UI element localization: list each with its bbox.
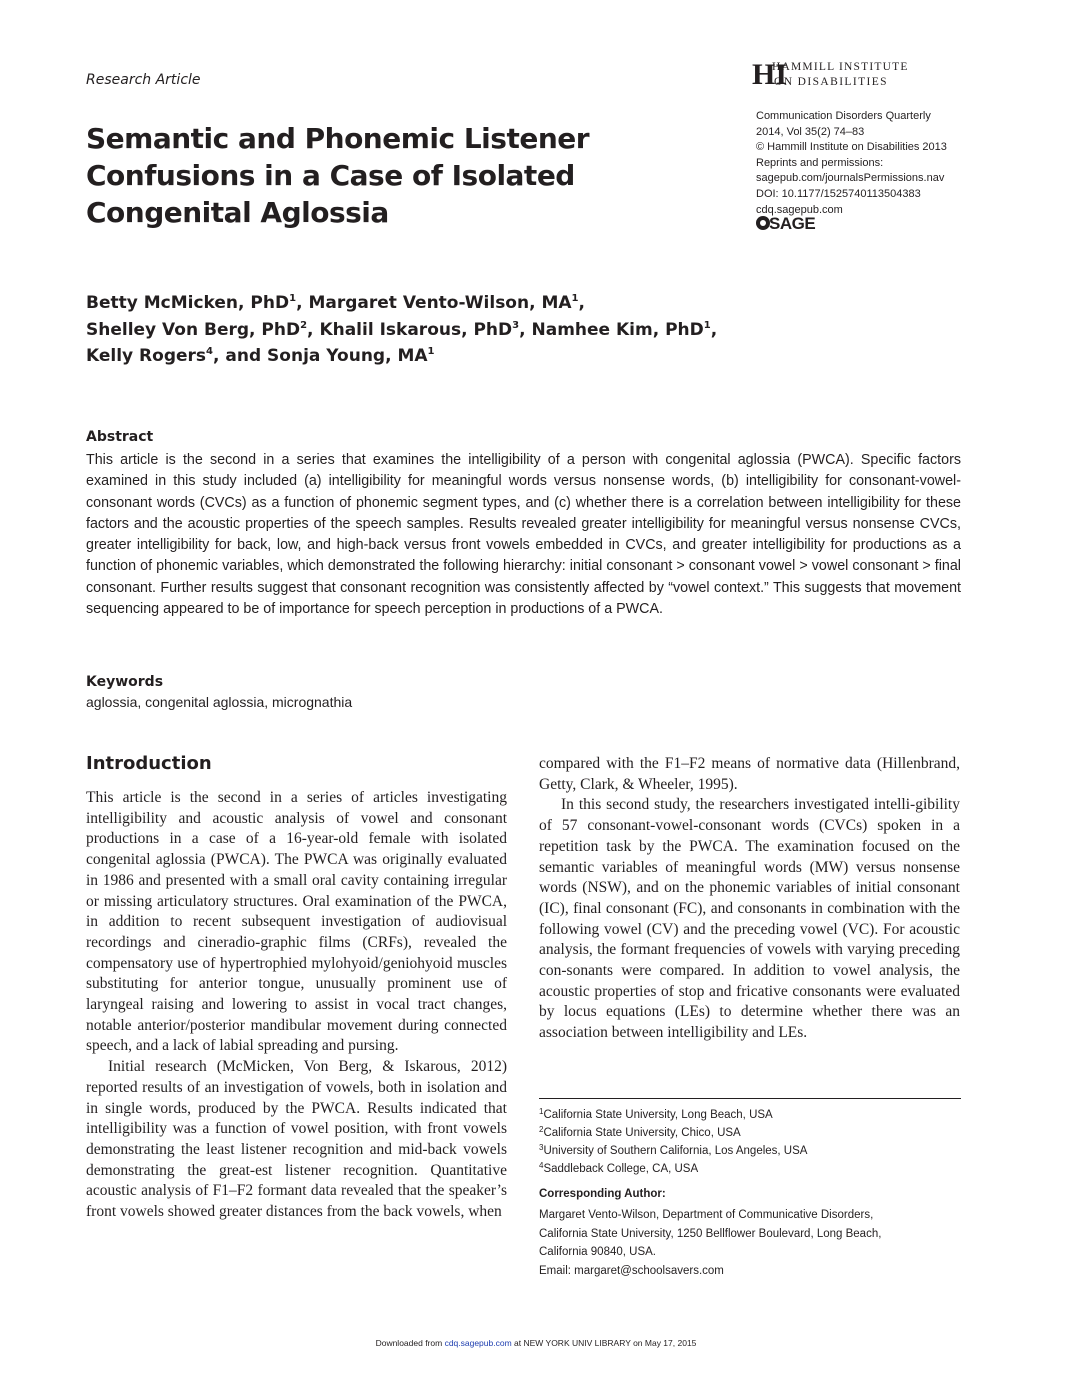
- footnote-divider: [539, 1098, 961, 1099]
- author-name: Sonja Young, MA: [267, 346, 428, 366]
- journal-copyright: © Hammill Institute on Disabilities 2013: [756, 141, 947, 154]
- author-name: Margaret Vento-Wilson, MA: [308, 293, 572, 313]
- author-line-1: Betty McMicken, PhD$^1$, Margaret Vento-Wilson, $MA^1$,: [86, 293, 585, 313]
- body-paragraph: compared with the F1–F2 means of normative data (Hillenbrand, Getty, Clark, & Wheeler, 1995).: [539, 755, 960, 793]
- body-paragraph: This article is the second in a series of articles investigating intelligibility and acoustic analysis of vowel and consonant productions in a case of a 16-year-old female with isolated congenital aglossia (PWCA). The PWCA was originally evaluated in 1986 and presented with a small oral cavity containing irregular or missing articulatory structures. Oral examination of the PWCA, in addition to recent subsequent investigation of audiovisual recordings and cineradio-graphic films (CRFs), revealed the compensatory use of hypertrophied mylohyoid/geniohyoid muscles substituting for anterior tongue, unusually prominent use of laryngeal raising and lowering to assist in vocal tract changes, notable anterior/posterior mandibular movement during connected speech, and a lack of labial spreading and pursing.: [86, 789, 507, 1055]
- author-name: Namhee Kim, PhD: [531, 319, 704, 340]
- sage-logo-text: SAGE: [769, 214, 816, 233]
- author-list: [86, 290, 786, 370]
- permissions-link[interactable]: sagepub.com/journalsPermissions.nav: [756, 172, 945, 185]
- author-name: Shelley Von Berg, PhD: [86, 319, 301, 340]
- author-affiliation-sup: 4: [206, 346, 213, 357]
- sage-ring-icon: [756, 216, 770, 230]
- author-affiliation-sup: 1: [571, 293, 579, 304]
- abstract-text: This article is the second in a series that examines the intelligibility of a person with congenital aglossia (PWCA). Specific factors examined in this study included (a) intelligibility for meaningful words versus nonsense words, (b) intelligibility for consonant-vowel-consonant words (CVCs) as a function of phonemic segment types, and (c) whether there is a correlation between intelligibility for these factors and the acoustic properties of the speech samples. Results revealed greater intelligibility for meaningful versus nonsense CVCs, greater intelligibility for back, low, and high-back versus front vowels embedded in CVCs, and greater intelligibility for productions as a function of phonemic variables, which demonstrated the following hierarchy: initial consonant > consonant vowel > vowel consonant > final consonant. Further results suggest that consonant recognition was consistently affected by “vowel context.” This suggests that movement sequencing appeared to be of importance for speech perception in productions of a PWCA.: [86, 452, 961, 618]
- journal-info: [756, 109, 947, 218]
- title-line-1: Semantic and Phonemic Listener: [86, 122, 590, 155]
- affiliation-item: $^2$California State University, Chico, USA: [539, 1125, 741, 1139]
- corresponding-line: California State University, 1250 Bellflower Boulevard, Long Beach,: [539, 1227, 882, 1240]
- title-line-2: Confusions in a Case of Isolated: [86, 159, 575, 192]
- corresponding-line: California 90840, USA.: [539, 1246, 656, 1258]
- corresponding-author-heading: Corresponding Author:: [539, 1188, 666, 1200]
- keywords-heading: Keywords: [86, 674, 164, 690]
- author-line-2: Shelley Von Berg, PhD$^2$, Khalil Iskarous, PhD$^3$, Namhee Kim, PhD$^1$,: [86, 319, 718, 340]
- affiliation-item: $^4$Saddleback College, CA, USA: [539, 1161, 699, 1175]
- author-affiliation-sup: 1: [427, 346, 435, 357]
- introduction-heading: Introduction: [86, 753, 212, 774]
- author-affiliation-sup: 1: [289, 293, 297, 304]
- publisher-logo-initials: HI: [752, 58, 788, 91]
- author-name: Betty McMicken, PhD: [86, 293, 290, 313]
- affiliation-item: $^1$California State University, Long Beach, USA: [539, 1107, 773, 1121]
- journal-name: Communication Disorders Quarterly: [756, 110, 931, 122]
- doi[interactable]: DOI: 10.1177/1525740113504383: [756, 187, 921, 200]
- sage-logo: [756, 214, 828, 234]
- author-name: Kelly Rogers: [86, 346, 207, 366]
- publisher-logo: [752, 60, 962, 90]
- article-type-label: Research Article: [86, 72, 201, 88]
- article-title: [86, 120, 646, 231]
- keywords-text: aglossia, congenital aglossia, micrognathia: [86, 694, 353, 710]
- abstract-heading: Abstract: [86, 429, 154, 445]
- corresponding-email[interactable]: Email: margaret@schoolsavers.com: [539, 1264, 724, 1277]
- corresponding-line: Margaret Vento-Wilson, Department of Communicative Disorders,: [539, 1209, 874, 1221]
- download-footer: Downloaded from cdq.sagepub.com at NEW YORK UNIV LIBRARY on May 17, 2015: [375, 1338, 697, 1348]
- affiliations: [539, 1106, 961, 1178]
- title-line-3: Congenital Aglossia: [86, 196, 389, 229]
- download-source-link[interactable]: cdq.sagepub.com: [444, 1338, 512, 1348]
- affiliation-item: $^3$University of Southern California, Los Angeles, USA: [539, 1143, 808, 1157]
- body-paragraph: In this second study, the researchers investigated intelli-gibility of 57 consonant-vowel-consonant words (CVCs) spoken in a repetition task by the PWCA. The examination focused on the semantic variables of meaningful words (MW) versus nonsense words (NSW), and on the phonemic variables of initial consonant (IC), final consonant (FC), and consonants in combination with the following vowel (CV) and the preceding vowel (VC). For acoustic analysis, the formant frequencies of vowels with varying preceding con-sonants were compared. In addition to vowel analysis, the acoustic properties of stop and fricative consonants were evaluated by locus equations (LEs) to determine whether there was an association between intelligibility and LEs.: [539, 796, 960, 1042]
- author-name: Khalil Iskarous, PhD: [319, 319, 513, 340]
- author-affiliation-sup: 3: [512, 319, 520, 331]
- journal-url[interactable]: cdq.sagepub.com: [756, 203, 843, 216]
- body-column-right: [539, 754, 960, 1044]
- body-column-left: [86, 788, 507, 1223]
- reprints-label: Reprints and permissions:: [756, 156, 884, 169]
- body-paragraph: Initial research (McMicken, Von Berg, & Iskarous, 2012) reported results of an investigation of vowels, both in isolation and in single words, produced by the PWCA. Results indicated that intelligibility was a function of vowel position, with front vowels demonstrating the least listener recognition and mid-back vowels demonstrating the great-est listener recognition. Quantitative acoustic analysis of F1–F2 formant data revealed that the speaker’s front vowels showed greater distances from the back vowels, when: [86, 1058, 507, 1221]
- publisher-logo-line1: HAMMILL INSTITUTE: [772, 61, 909, 73]
- journal-volume: 2014, Vol 35(2) 74–83: [756, 125, 865, 138]
- author-affiliation-sup: 1: [703, 319, 711, 331]
- corresponding-author-details: [539, 1206, 961, 1280]
- author-affiliation-sup: 2: [300, 319, 308, 331]
- author-line-3: Kelly Rogers$^4$, and Sonja Young, $MA^1$: [86, 346, 435, 366]
- publisher-logo-line2: ON DISABILITIES: [774, 76, 888, 88]
